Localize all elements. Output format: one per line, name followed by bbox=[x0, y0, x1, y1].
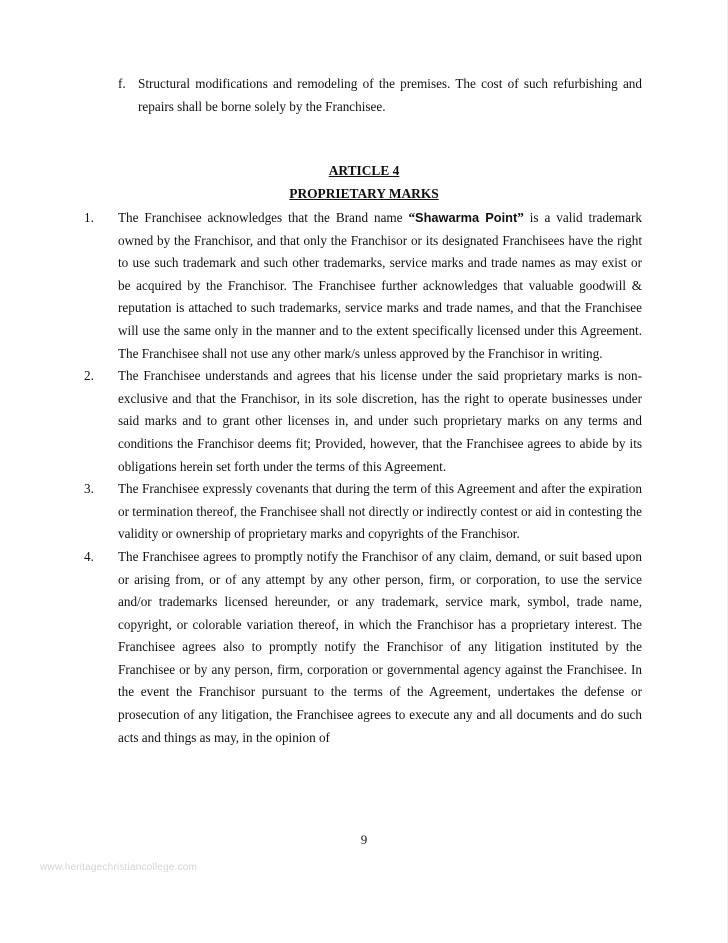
page-number: 9 bbox=[360, 832, 368, 847]
clause-text-after-brand: is a valid trademark owned by the Franchisor, and that only the Franchisor or its designated Franchisees have the right to use such trademark and such other trademarks, service marks and trade names as may exist or be acquired by the Franchisor. The Franchisee further acknowledges that valuable goodwill & reputation is attached to such trademarks, service marks and trade names, and that the Franchisee will use the same only in the manner and to the extent specifically licensed under this Agreement. The Franchisee shall not use any other mark/s unless approved by the Franchisor in writing. bbox=[118, 210, 642, 361]
brand-open-quote: “ bbox=[408, 210, 416, 225]
brand-close-quote: ” bbox=[517, 210, 524, 225]
list-item-f bbox=[118, 73, 642, 118]
article-title-heading: PROPRIETARY MARKS bbox=[289, 186, 439, 201]
clause-number: 4. bbox=[84, 548, 94, 564]
clause-number: 1. bbox=[84, 210, 94, 225]
clause-text: The Franchisee expressly covenants that during the term of this Agreement and after the expiration or termination thereof, the Franchisee shall not directly or indirectly contest or aid in contesting the validity or ownership of proprietary marks and copyrights of the Franchisor. bbox=[118, 481, 642, 542]
clause-2 bbox=[84, 365, 642, 478]
brand-name: Shawarma Point bbox=[415, 210, 518, 225]
watermark: www.heritagechristiancollege.com bbox=[40, 862, 198, 873]
clause-number: 2. bbox=[84, 368, 94, 384]
list-marker: f. bbox=[118, 76, 126, 91]
clause-4 bbox=[84, 546, 642, 749]
list-item-text: Structural modifications and remodeling of the premises. The cost of such refurbishing and repairs shall be borne solely by the Franchisee. bbox=[138, 76, 642, 114]
clause-text: The Franchisee understands and agrees that his license under the said proprietary marks is non-exclusive and that the Franchisor, in its sole discretion, has the right to operate businesses under said marks and to grant other licenses in, and under such proprietary marks on any terms and conditions the Franchisor deems fit; Provided, however, that the Franchisee agrees to abide by its obligations herein set forth under the terms of this Agreement. bbox=[118, 368, 642, 474]
clause-text: The Franchisee agrees to promptly notify the Franchisor of any claim, demand, or suit based upon or arising from, or of any attempt by any other person, firm, or corporation, to use the service and/or trademarks licensed hereunder, or any trademark, service mark, symbol, trade name, copyright, or colorable variation thereof, in which the Franchisor has a proprietary interest. The Franchisee agrees also to promptly notify the Franchisor of any litigation instituted by the Franchisee or by any person, firm, corporation or governmental agency against the Franchisee. In the event the Franchisor pursuant to the terms of the Agreement, undertakes the defense or prosecution of any litigation, the Franchisee agrees to execute any and all documents and do such acts and things as may, in the opinion of bbox=[118, 548, 642, 745]
article-number-heading: ARTICLE 4 bbox=[328, 163, 400, 178]
clause-list bbox=[84, 207, 642, 749]
clause-1 bbox=[84, 207, 642, 365]
clause-text-before-brand: The Franchisee acknowledges that the Brand name bbox=[118, 210, 409, 225]
clause-number: 3. bbox=[84, 481, 94, 497]
clause-3 bbox=[84, 478, 642, 546]
